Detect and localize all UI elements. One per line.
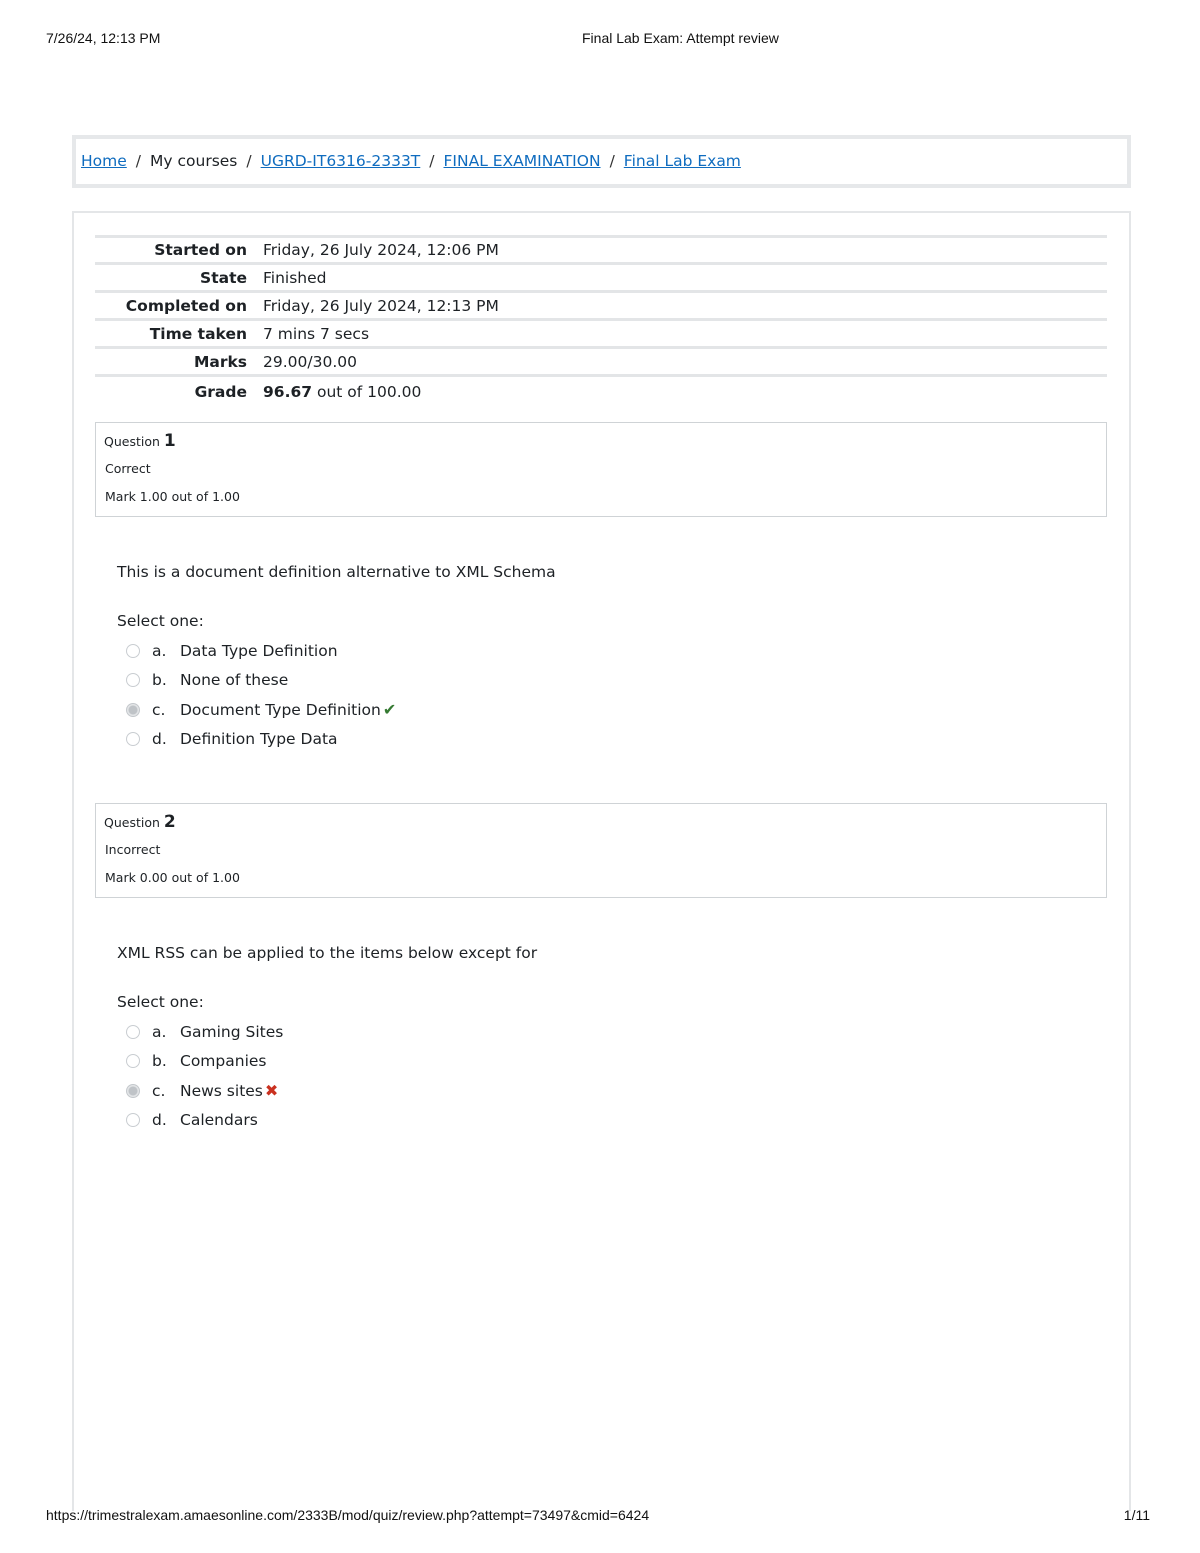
answer-letter: d.: [152, 730, 167, 749]
breadcrumb-course-link[interactable]: UGRD-IT6316-2333T: [260, 152, 421, 170]
answer-option[interactable]: [126, 1017, 626, 1047]
summary-label: Grade: [194, 383, 247, 401]
summary-row-completed: [95, 293, 1107, 321]
print-header: [0, 30, 1200, 50]
answer-list: [126, 636, 626, 754]
summary-label: Started on: [154, 241, 247, 259]
question-prompt: Select one:: [117, 993, 204, 1011]
summary-row-time-taken: [95, 321, 1107, 349]
question-text: This is a document definition alternative to XML Schema: [117, 563, 556, 581]
question-state: Incorrect: [105, 842, 161, 857]
answer-option[interactable]: [126, 1106, 626, 1136]
answer-letter: c.: [152, 1081, 166, 1100]
summary-value: 29.00/30.00: [263, 352, 357, 371]
question-prefix: Question: [104, 434, 160, 449]
question-state: Correct: [105, 461, 151, 476]
breadcrumb-separator: /: [609, 152, 615, 170]
question-info-1: [95, 422, 1107, 517]
grade-value: 96.67: [263, 383, 313, 401]
answer-list: [126, 1017, 626, 1135]
grade-out-of: out of 100.00: [312, 383, 422, 401]
summary-label: State: [200, 268, 247, 287]
question-number-value: 2: [163, 812, 176, 832]
print-datetime: 7/26/24, 12:13 PM: [46, 30, 161, 46]
breadcrumb-my-courses: My courses: [150, 152, 238, 170]
print-title: Final Lab Exam: Attempt review: [582, 30, 779, 46]
answer-option[interactable]: [126, 666, 626, 696]
question-info-2: [95, 803, 1107, 898]
radio-button[interactable]: [126, 1113, 140, 1127]
radio-button-checked[interactable]: [126, 1084, 140, 1098]
answer-letter: a.: [152, 1022, 167, 1041]
answer-option[interactable]: [126, 725, 626, 755]
summary-label: Time taken: [149, 324, 247, 343]
breadcrumb-separator: /: [429, 152, 435, 170]
breadcrumb-separator: /: [246, 152, 252, 170]
summary-value: 7 mins 7 secs: [263, 324, 370, 343]
summary-row-marks: [95, 349, 1107, 377]
answer-letter: d.: [152, 1111, 167, 1130]
radio-button-checked[interactable]: [126, 703, 140, 717]
answer-option[interactable]: [126, 636, 626, 666]
summary-value: [250, 383, 421, 401]
question-prompt: Select one:: [117, 612, 204, 630]
breadcrumb-home-link[interactable]: Home: [81, 152, 127, 170]
answer-letter: b.: [152, 671, 167, 690]
radio-button[interactable]: [126, 644, 140, 658]
summary-value: Friday, 26 July 2024, 12:13 PM: [263, 296, 499, 315]
question-number-value: 1: [163, 431, 176, 451]
question-number: [104, 812, 176, 832]
summary-row-state: [95, 265, 1107, 293]
print-page-number: 1/11: [1123, 1507, 1150, 1523]
question-grade: Mark 0.00 out of 1.00: [105, 870, 240, 885]
answer-text: News sites: [180, 1081, 263, 1100]
answer-text: None of these: [180, 671, 289, 690]
radio-button[interactable]: [126, 732, 140, 746]
question-text: XML RSS can be applied to the items below except for: [117, 944, 538, 962]
breadcrumb-section-link[interactable]: FINAL EXAMINATION: [443, 152, 601, 170]
answer-letter: c.: [152, 700, 166, 719]
summary-label: Completed on: [125, 296, 247, 315]
answer-text: Definition Type Data: [180, 730, 338, 749]
radio-button[interactable]: [126, 1054, 140, 1068]
radio-button[interactable]: [126, 673, 140, 687]
incorrect-cross-icon: ✖: [264, 1081, 279, 1101]
answer-text: Data Type Definition: [180, 641, 338, 660]
breadcrumb-quiz-link[interactable]: Final Lab Exam: [623, 152, 741, 170]
breadcrumb-container: [72, 135, 1131, 188]
answer-option-selected[interactable]: [126, 695, 626, 725]
summary-label: Marks: [193, 352, 247, 371]
summary-row-grade: [95, 377, 1107, 407]
attempt-summary-table: [95, 235, 1107, 407]
print-footer: [0, 1507, 1200, 1527]
answer-option-selected[interactable]: [126, 1076, 626, 1106]
answer-text: Companies: [180, 1052, 267, 1071]
summary-value: Friday, 26 July 2024, 12:06 PM: [263, 241, 499, 259]
answer-text: Gaming Sites: [180, 1022, 284, 1041]
question-number: [104, 431, 176, 451]
radio-button[interactable]: [126, 1025, 140, 1039]
breadcrumb: [81, 152, 741, 170]
question-grade: Mark 1.00 out of 1.00: [105, 489, 240, 504]
breadcrumb-separator: /: [135, 152, 142, 170]
answer-letter: b.: [152, 1052, 167, 1071]
correct-check-icon: ✔: [382, 700, 397, 720]
summary-row-started: [95, 238, 1107, 265]
answer-letter: a.: [152, 641, 167, 660]
summary-value: Finished: [263, 268, 327, 287]
answer-text: Document Type Definition: [180, 700, 381, 719]
question-prefix: Question: [104, 815, 160, 830]
print-url: https://trimestralexam.amaesonline.com/2333B/mod/quiz/review.php?attempt=73497&cmid=6424: [46, 1507, 650, 1523]
answer-text: Calendars: [180, 1111, 258, 1130]
answer-option[interactable]: [126, 1047, 626, 1077]
